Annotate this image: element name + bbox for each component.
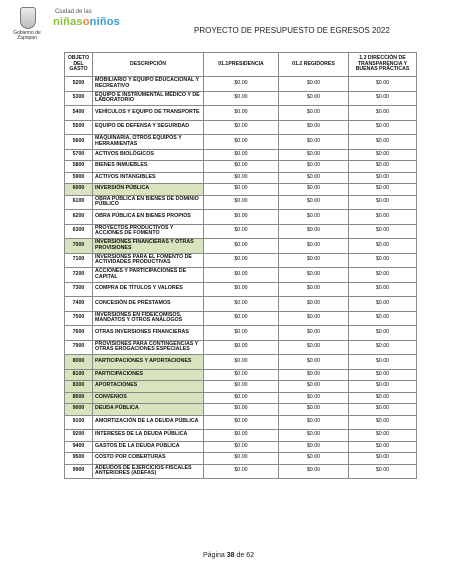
presidencia-amount-cell: $0.00 [204,326,279,341]
description-cell: PARTICIPACIONES [93,369,204,381]
code-cell: 8000 [65,355,93,370]
footer-page-total: 62 [246,552,255,559]
presidencia-amount-cell: $0.00 [204,91,279,106]
regidores-amount-cell: $0.00 [279,224,349,239]
footer-page-number: 38 [226,552,235,559]
table-row [65,161,417,173]
transparencia-amount-cell: $0.00 [349,381,417,393]
regidores-amount-cell: $0.00 [279,430,349,442]
table-row [65,326,417,341]
regidores-amount-cell: $0.00 [279,135,349,150]
table-row [65,253,417,268]
description-cell: EQUIPO DE DEFENSA Y SEGURIDAD [93,120,204,135]
description-cell: VEHÍCULOS Y EQUIPO DE TRANSPORTE [93,106,204,121]
table-row [65,392,417,404]
description-cell: CONVENIOS [93,392,204,404]
presidencia-amount-cell: $0.00 [204,453,279,465]
document-title: PROYECTO DE PRESUPUESTO DE EGRESOS 2022 [194,26,390,35]
description-cell: MOBILIARIO Y EQUIPO EDUCACIONAL Y RECREATIVO [93,77,204,92]
regidores-amount-cell: $0.00 [279,253,349,268]
presidencia-amount-cell: $0.00 [204,282,279,297]
transparencia-amount-cell: $0.00 [349,430,417,442]
col-header-objeto: OBJETO DEL GASTO [65,53,93,77]
table-row [65,149,417,161]
regidores-amount-cell: $0.00 [279,210,349,225]
table-row [65,172,417,184]
table-row [65,369,417,381]
table-row [65,239,417,254]
presidencia-amount-cell: $0.00 [204,210,279,225]
code-cell: 7100 [65,253,93,268]
transparencia-amount-cell: $0.00 [349,172,417,184]
regidores-amount-cell: $0.00 [279,355,349,370]
table-row [65,297,417,312]
transparencia-amount-cell: $0.00 [349,184,417,196]
footer-middle: de [234,552,247,559]
presidencia-amount-cell: $0.00 [204,195,279,210]
regidores-amount-cell: $0.00 [279,311,349,326]
table-row [65,381,417,393]
table-row [65,415,417,430]
regidores-amount-cell: $0.00 [279,149,349,161]
transparencia-amount-cell: $0.00 [349,253,417,268]
brand-tagline: Ciudad de las [55,9,92,15]
transparencia-amount-cell: $0.00 [349,239,417,254]
presidencia-amount-cell: $0.00 [204,172,279,184]
code-cell: 9400 [65,441,93,453]
regidores-amount-cell: $0.00 [279,268,349,283]
description-cell: INVERSIÓN PÚBLICA [93,184,204,196]
transparencia-amount-cell: $0.00 [349,453,417,465]
col-header-regidores: 01.2 REGIDORES [279,53,349,77]
regidores-amount-cell: $0.00 [279,441,349,453]
table-row [65,311,417,326]
presidencia-amount-cell: $0.00 [204,430,279,442]
transparencia-amount-cell: $0.00 [349,268,417,283]
table-row [65,184,417,196]
description-cell: OBRA PÚBLICA EN BIENES DE DOMINIO PÚBLICO [93,195,204,210]
presidencia-amount-cell: $0.00 [204,340,279,355]
description-cell: EQUIPO E INSTRUMENTAL MÉDICO Y DE LABORATORIO [93,91,204,106]
description-cell: ACTIVOS BIOLÓGICOS [93,149,204,161]
regidores-amount-cell: $0.00 [279,161,349,173]
page-header [0,0,457,44]
description-cell: OBRA PÚBLICA EN BIENES PROPIOS [93,210,204,225]
description-cell: INTERESES DE LA DEUDA PÚBLICA [93,430,204,442]
transparencia-amount-cell: $0.00 [349,149,417,161]
regidores-amount-cell: $0.00 [279,195,349,210]
presidencia-amount-cell: $0.00 [204,369,279,381]
presidencia-amount-cell: $0.00 [204,311,279,326]
zapopan-seal-icon [20,7,36,29]
code-cell: 6200 [65,210,93,225]
description-cell: COMPRA DE TÍTULOS Y VALORES [93,282,204,297]
code-cell: 5300 [65,91,93,106]
description-cell: AMORTIZACIÓN DE LA DEUDA PÚBLICA [93,415,204,430]
description-cell: DEUDA PÚBLICA [93,404,204,416]
seal-label: Gobierno de Zapopan [13,30,41,41]
regidores-amount-cell: $0.00 [279,392,349,404]
col-header-transparencia: 1.3 DIRECCIÓN DE TRANSPARENCIA Y BUENAS PRÁCTICAS [349,53,417,77]
transparencia-amount-cell: $0.00 [349,441,417,453]
brand-logo [53,16,120,28]
transparencia-amount-cell: $0.00 [349,340,417,355]
code-cell: 9900 [65,464,93,479]
regidores-amount-cell: $0.00 [279,77,349,92]
description-cell: INVERSIONES PARA EL FOMENTO DE ACTIVIDADES PRODUCTIVAS [93,253,204,268]
presidencia-amount-cell: $0.00 [204,239,279,254]
table-row [65,106,417,121]
code-cell: 7500 [65,311,93,326]
transparencia-amount-cell: $0.00 [349,210,417,225]
description-cell: ACTIVOS INTANGIBLES [93,172,204,184]
col-header-presidencia: 01.1PRESIDENCIA [204,53,279,77]
regidores-amount-cell: $0.00 [279,120,349,135]
transparencia-amount-cell: $0.00 [349,297,417,312]
presidencia-amount-cell: $0.00 [204,441,279,453]
page-footer [0,552,457,560]
regidores-amount-cell: $0.00 [279,239,349,254]
transparencia-amount-cell: $0.00 [349,224,417,239]
transparencia-amount-cell: $0.00 [349,326,417,341]
code-cell: 5700 [65,149,93,161]
table-row [65,224,417,239]
transparencia-amount-cell: $0.00 [349,195,417,210]
code-cell: 9500 [65,453,93,465]
regidores-amount-cell: $0.00 [279,453,349,465]
description-cell: ADEUDOS DE EJERCICIOS FISCALES ANTERIORES (ADEFAS) [93,464,204,479]
code-cell: 7000 [65,239,93,254]
table-row [65,210,417,225]
table-row [65,404,417,416]
code-cell: 9000 [65,404,93,416]
code-cell: 8100 [65,369,93,381]
transparencia-amount-cell: $0.00 [349,135,417,150]
description-cell: INVERSIONES EN FIDEICOMISOS, MANDATOS Y OTROS ANÁLOGOS [93,311,204,326]
transparencia-amount-cell: $0.00 [349,161,417,173]
regidores-amount-cell: $0.00 [279,282,349,297]
table-row [65,441,417,453]
table-row [65,430,417,442]
presidencia-amount-cell: $0.00 [204,135,279,150]
table-row [65,282,417,297]
presidencia-amount-cell: $0.00 [204,224,279,239]
brand-part-ninas: niñas [53,16,83,28]
description-cell: CONCESIÓN DE PRÉSTAMOS [93,297,204,312]
description-cell: INVERSIONES FINANCIERAS Y OTRAS PROVISIONES [93,239,204,254]
code-cell: 5500 [65,120,93,135]
transparencia-amount-cell: $0.00 [349,106,417,121]
brand-part-o: o [82,16,90,28]
table-row [65,340,417,355]
table-row [65,464,417,479]
regidores-amount-cell: $0.00 [279,184,349,196]
regidores-amount-cell: $0.00 [279,381,349,393]
code-cell: 7200 [65,268,93,283]
code-cell: 6000 [65,184,93,196]
presidencia-amount-cell: $0.00 [204,161,279,173]
code-cell: 9100 [65,415,93,430]
code-cell: 5800 [65,161,93,173]
regidores-amount-cell: $0.00 [279,404,349,416]
description-cell: PROYECTOS PRODUCTIVOS Y ACCIONES DE FOMENTO [93,224,204,239]
transparencia-amount-cell: $0.00 [349,120,417,135]
code-cell: 7300 [65,282,93,297]
table-row [65,195,417,210]
table-row [65,91,417,106]
code-cell: 7400 [65,297,93,312]
code-cell: 5200 [65,77,93,92]
code-cell: 5900 [65,172,93,184]
transparencia-amount-cell: $0.00 [349,282,417,297]
presidencia-amount-cell: $0.00 [204,106,279,121]
regidores-amount-cell: $0.00 [279,326,349,341]
budget-table [64,52,417,479]
code-cell: 8300 [65,381,93,393]
col-header-descripcion: DESCRIPCIÓN [93,53,204,77]
code-cell: 6300 [65,224,93,239]
description-cell: APORTACIONES [93,381,204,393]
presidencia-amount-cell: $0.00 [204,355,279,370]
regidores-amount-cell: $0.00 [279,369,349,381]
table-row [65,120,417,135]
transparencia-amount-cell: $0.00 [349,77,417,92]
code-cell: 5600 [65,135,93,150]
table-header-row [65,53,417,77]
code-cell: 9200 [65,430,93,442]
presidencia-amount-cell: $0.00 [204,268,279,283]
description-cell: OTRAS INVERSIONES FINANCIERAS [93,326,204,341]
presidencia-amount-cell: $0.00 [204,464,279,479]
presidencia-amount-cell: $0.00 [204,253,279,268]
description-cell: PARTICIPACIONES Y APORTACIONES [93,355,204,370]
transparencia-amount-cell: $0.00 [349,464,417,479]
regidores-amount-cell: $0.00 [279,91,349,106]
table-row [65,355,417,370]
presidencia-amount-cell: $0.00 [204,404,279,416]
brand-part-ninos: niños [89,16,120,28]
presidencia-amount-cell: $0.00 [204,184,279,196]
regidores-amount-cell: $0.00 [279,415,349,430]
presidencia-amount-cell: $0.00 [204,77,279,92]
transparencia-amount-cell: $0.00 [349,392,417,404]
presidencia-amount-cell: $0.00 [204,149,279,161]
regidores-amount-cell: $0.00 [279,106,349,121]
code-cell: 5400 [65,106,93,121]
table-body [65,77,417,479]
code-cell: 7900 [65,340,93,355]
transparencia-amount-cell: $0.00 [349,415,417,430]
transparencia-amount-cell: $0.00 [349,91,417,106]
presidencia-amount-cell: $0.00 [204,381,279,393]
transparencia-amount-cell: $0.00 [349,369,417,381]
description-cell: BIENES INMUEBLES [93,161,204,173]
regidores-amount-cell: $0.00 [279,172,349,184]
presidencia-amount-cell: $0.00 [204,120,279,135]
description-cell: ACCIONES Y PARTICIPACIONES DE CAPITAL [93,268,204,283]
code-cell: 7600 [65,326,93,341]
regidores-amount-cell: $0.00 [279,297,349,312]
code-cell: 8500 [65,392,93,404]
presidencia-amount-cell: $0.00 [204,415,279,430]
presidencia-amount-cell: $0.00 [204,297,279,312]
table-row [65,453,417,465]
table-row [65,135,417,150]
footer-prefix: Página [202,552,227,559]
code-cell: 6100 [65,195,93,210]
regidores-amount-cell: $0.00 [279,340,349,355]
table-row [65,77,417,92]
description-cell: MAQUINARIA, OTROS EQUIPOS Y HERRAMIENTAS [93,135,204,150]
transparencia-amount-cell: $0.00 [349,311,417,326]
description-cell: COSTO POR COBERTURAS [93,453,204,465]
table-row [65,268,417,283]
presidencia-amount-cell: $0.00 [204,392,279,404]
description-cell: GASTOS DE LA DEUDA PÚBLICA [93,441,204,453]
transparencia-amount-cell: $0.00 [349,404,417,416]
description-cell: PROVISIONES PARA CONTINGENCIAS Y OTRAS EROGACIONES ESPECIALES [93,340,204,355]
transparencia-amount-cell: $0.00 [349,355,417,370]
regidores-amount-cell: $0.00 [279,464,349,479]
